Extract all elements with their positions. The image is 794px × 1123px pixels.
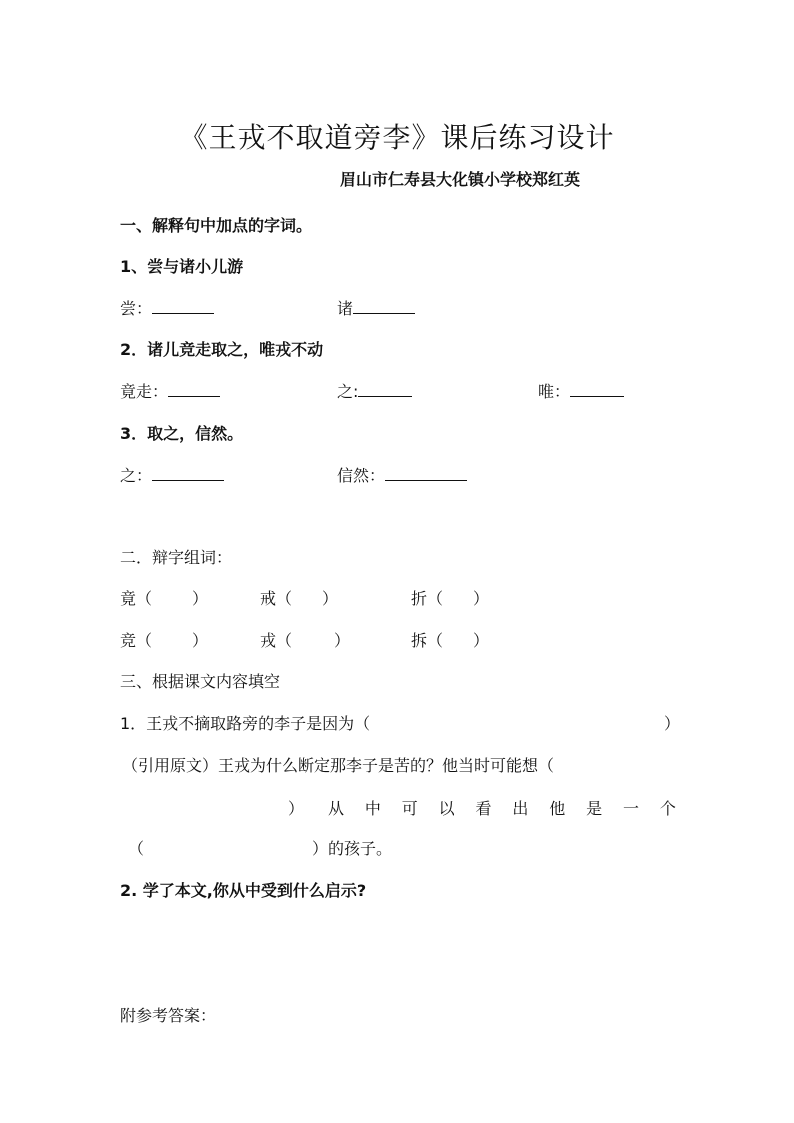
field-label: 之:	[337, 382, 359, 401]
char-close: ）	[473, 631, 490, 650]
field-label: 竟走：	[120, 382, 169, 401]
char: 一	[623, 799, 640, 818]
word-pair-row	[260, 586, 338, 609]
char: 以	[438, 799, 455, 818]
q2-sentence: 2．诸儿竞走取之，唯戎不动	[120, 340, 324, 359]
s3-q1-line1: 1．王戎不摘取路旁的李子是因为（	[120, 714, 371, 733]
char: 是	[586, 799, 603, 818]
char-close: ）	[192, 589, 209, 608]
field-label: 信然：	[337, 466, 386, 485]
q2-field-jingzou	[120, 379, 220, 402]
page-title: 《王戎不取道旁李》课后练习设计	[179, 121, 615, 154]
char-close: ）	[192, 631, 209, 650]
section2-heading: 二．辩字组词：	[120, 548, 233, 567]
char-open: 戎（	[260, 631, 293, 650]
char: 中	[364, 799, 381, 818]
answer-blank[interactable]	[152, 466, 224, 481]
char-open: 戒（	[260, 589, 293, 608]
paren-open: （	[128, 839, 145, 858]
field-label: 之：	[120, 466, 153, 485]
answer-blank[interactable]	[353, 299, 415, 314]
q1-sentence: 1、尝与诸小儿游	[120, 257, 244, 276]
char-close: ）	[334, 631, 351, 650]
q2-field-zhi	[337, 379, 412, 402]
answer-blank[interactable]	[152, 299, 214, 314]
word-pair-row	[260, 628, 350, 651]
s3-q1-line4-end: ）的孩子。	[312, 839, 393, 858]
answer-blank[interactable]	[358, 382, 412, 397]
appendix-heading: 附参考答案：	[120, 1006, 217, 1025]
section1-heading: 一、解释句中加点的字词。	[120, 216, 313, 235]
q3-field-xinran	[337, 463, 467, 486]
char: 看	[475, 799, 492, 818]
char-open: 拆（	[411, 631, 444, 650]
char-open: 竟（	[120, 589, 153, 608]
word-pair-row	[411, 586, 489, 609]
char-open: 竞（	[120, 631, 153, 650]
word-pair-row	[120, 628, 208, 651]
field-label: 唯：	[538, 382, 571, 401]
field-label: 尝：	[120, 299, 153, 318]
field-label: 诸	[337, 299, 354, 318]
q1-field-zhu	[337, 296, 415, 319]
paren-close: ）	[288, 799, 305, 818]
author-line: 眉山市仁寿县大化镇小学校郑红英	[340, 170, 581, 189]
char-close: ）	[473, 589, 490, 608]
paren-close: ）	[664, 714, 681, 733]
word-pair-row	[411, 628, 489, 651]
s3-q1-line3-chars	[328, 796, 676, 819]
q3-field-zhi	[120, 463, 224, 486]
char-open: 折（	[411, 589, 444, 608]
answer-blank[interactable]	[168, 382, 220, 397]
char: 他	[549, 799, 566, 818]
char: 个	[659, 799, 676, 818]
s3-q1-line2: （引用原文）王戎为什么断定那李子是苦的？他当时可能想（	[122, 756, 555, 775]
answer-blank[interactable]	[570, 382, 624, 397]
q3-sentence: 3．取之，信然。	[120, 424, 244, 443]
word-pair-row	[120, 586, 208, 609]
q1-field-chang	[120, 296, 214, 319]
char: 从	[328, 799, 345, 818]
answer-blank[interactable]	[385, 466, 467, 481]
s3-q2: 2. 学了本文,你从中受到什么启示?	[120, 881, 367, 900]
q2-field-wei	[538, 379, 624, 402]
char-close: ）	[322, 589, 339, 608]
section3-heading: 三、根据课文内容填空	[120, 672, 281, 691]
char: 可	[401, 799, 418, 818]
char: 出	[512, 799, 529, 818]
